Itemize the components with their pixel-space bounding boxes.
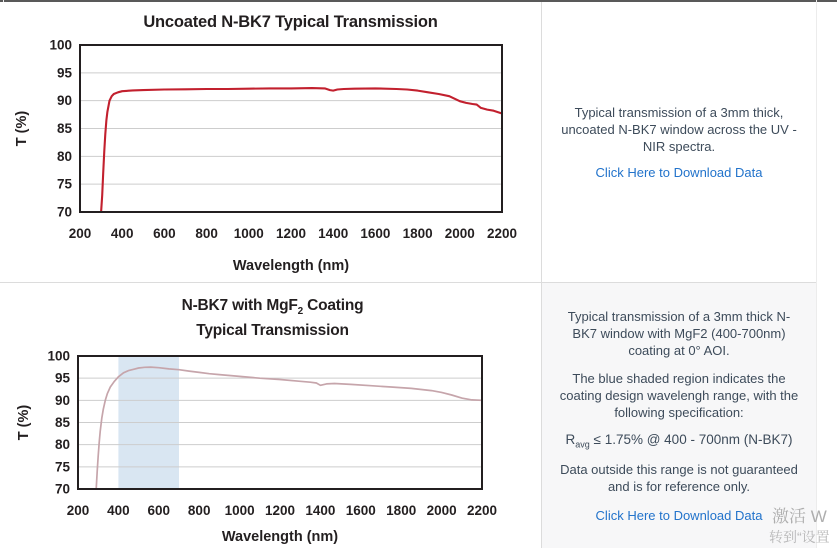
svg-text:90: 90 xyxy=(56,93,72,109)
uncoated-chart-title: Uncoated N-BK7 Typical Transmission xyxy=(143,13,438,31)
svg-text:1800: 1800 xyxy=(386,503,417,518)
svg-text:600: 600 xyxy=(153,226,176,241)
svg-text:800: 800 xyxy=(195,226,218,241)
svg-text:200: 200 xyxy=(66,503,90,518)
svg-text:Wavelength (nm): Wavelength (nm) xyxy=(221,529,339,545)
reflectance-spec-text: $R_{avg} \le 1.75\%$ @ 400 - 700nm (N-BK7) xyxy=(565,432,793,451)
uncoated-description-panel xyxy=(542,2,816,282)
svg-text:1600: 1600 xyxy=(360,226,391,241)
coated-chart-panel xyxy=(0,283,541,548)
svg-text:100: 100 xyxy=(47,348,70,364)
windows-activation-watermark-line2: 转到“设置 xyxy=(769,529,830,545)
svg-text:1400: 1400 xyxy=(318,226,349,241)
right-edge-line xyxy=(816,0,817,548)
svg-text:85: 85 xyxy=(54,415,70,430)
uncoated-chart-panel xyxy=(0,2,541,282)
coated-chart-title-line1: N-BK7 with MgF$_2$ Coating xyxy=(181,297,364,318)
svg-text:90: 90 xyxy=(54,392,70,408)
svg-text:2000: 2000 xyxy=(444,226,475,241)
coated-description-text: Typical transmission of a 3mm thick N-BK7 window with MgF2 (400-700nm) coating at 0° AOI. xyxy=(567,308,791,358)
svg-text:1200: 1200 xyxy=(275,226,307,241)
svg-text:1000: 1000 xyxy=(224,503,255,518)
svg-text:70: 70 xyxy=(56,204,72,220)
svg-text:2200: 2200 xyxy=(486,226,518,241)
reference-disclaimer-text: Data outside this range is not guaranteed and is for reference only. xyxy=(560,462,798,495)
svg-text:75: 75 xyxy=(54,459,70,475)
svg-text:400: 400 xyxy=(107,503,130,518)
uncoated-transmission-chart xyxy=(0,2,541,282)
svg-text:95: 95 xyxy=(56,65,72,81)
svg-text:T (%): T (%) xyxy=(16,404,32,441)
windows-activation-watermark-line1: 激活 W xyxy=(772,507,827,526)
svg-text:75: 75 xyxy=(56,176,72,192)
svg-text:2200: 2200 xyxy=(466,503,498,518)
svg-text:1600: 1600 xyxy=(345,503,376,518)
svg-text:200: 200 xyxy=(68,226,92,241)
svg-text:Wavelength (nm): Wavelength (nm) xyxy=(232,258,350,274)
svg-text:1000: 1000 xyxy=(233,226,264,241)
svg-text:T (%): T (%) xyxy=(14,110,30,147)
svg-text:100: 100 xyxy=(49,37,72,53)
coated-chart-title-line2: Typical Transmission xyxy=(196,322,349,340)
uncoated-download-link[interactable]: Click Here to Download Data xyxy=(595,165,763,181)
svg-text:2000: 2000 xyxy=(426,503,457,518)
uncoated-description-text: Typical transmission of a 3mm thick, uncoated N-BK7 window across the UV - NIR spectra. xyxy=(561,104,797,155)
coating-band-note-text: The blue shaded region indicates the coating design wavelengh range, with the following specification: xyxy=(559,371,799,421)
svg-text:95: 95 xyxy=(54,370,70,386)
svg-text:400: 400 xyxy=(110,226,134,241)
svg-text:1200: 1200 xyxy=(264,503,296,518)
svg-text:1800: 1800 xyxy=(402,226,433,241)
svg-text:70: 70 xyxy=(54,481,70,497)
svg-text:85: 85 xyxy=(56,121,72,136)
svg-text:80: 80 xyxy=(56,148,72,164)
svg-text:600: 600 xyxy=(147,503,171,518)
coated-download-link[interactable]: Click Here to Download Data xyxy=(595,508,763,524)
svg-text:800: 800 xyxy=(187,503,211,518)
svg-text:80: 80 xyxy=(54,437,70,453)
coated-transmission-chart xyxy=(0,283,541,548)
svg-text:1400: 1400 xyxy=(305,503,336,518)
